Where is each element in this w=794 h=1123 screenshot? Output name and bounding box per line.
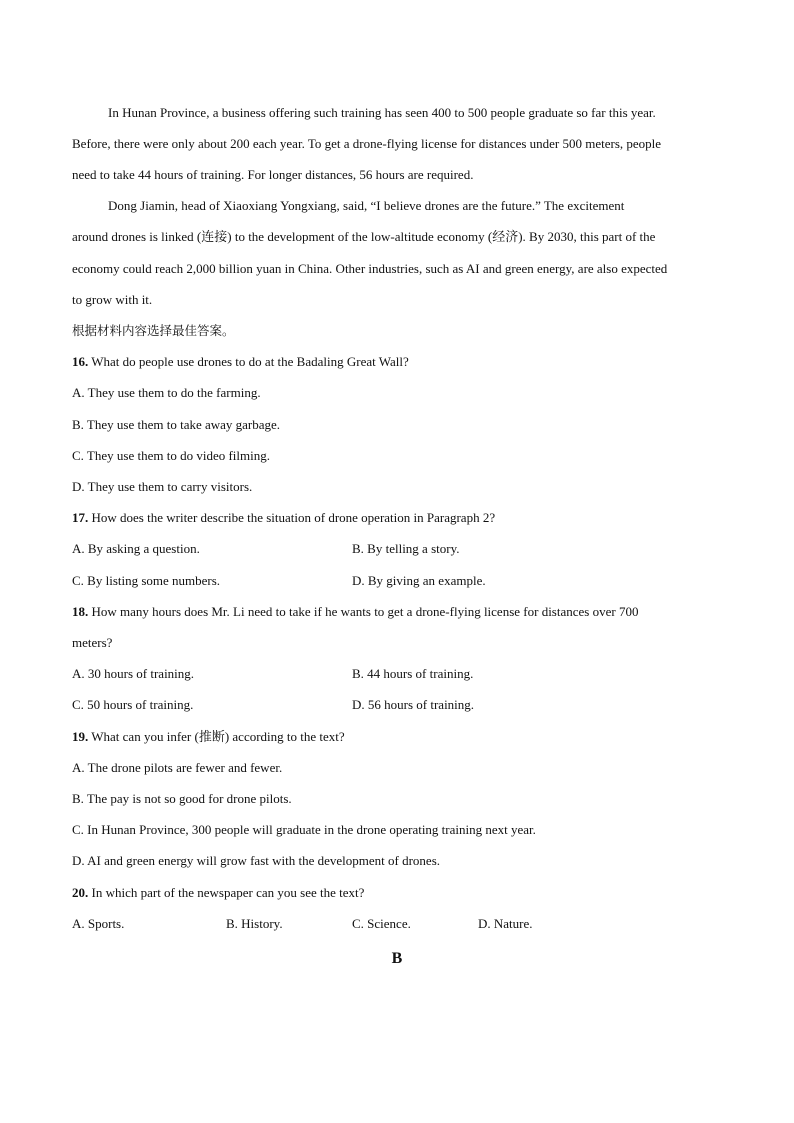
question-text: How many hours does Mr. Li need to take if he wants to get a drone-flying license for distances over 700 [88, 604, 639, 619]
question-20-option-a: A. Sports. [72, 916, 125, 931]
question-number: 18. [72, 604, 89, 619]
question-17-option-c: C. By listing some numbers. [72, 573, 221, 588]
passage-paragraph-2-line-2: around drones is linked (连接) to the development of the low-altitude economy (经济). By 2030, this part of the [72, 229, 656, 244]
question-number: 17. [72, 510, 89, 525]
question-19 [72, 728, 732, 746]
question-20 [72, 884, 732, 902]
question-18 [72, 603, 732, 621]
question-18-option-b: B. 44 hours of training. [352, 666, 474, 681]
question-number: 16. [72, 354, 89, 369]
question-text: How does the writer describe the situation of drone operation in Paragraph 2? [88, 510, 496, 525]
question-text: What do people use drones to do at the Badaling Great Wall? [88, 354, 409, 369]
question-number: 20. [72, 885, 89, 900]
question-19-option-d: D. AI and green energy will grow fast with the development of drones. [72, 853, 440, 868]
passage-paragraph-1-line-2: Before, there were only about 200 each year. To get a drone-flying license for distances under 500 meters, people [72, 136, 662, 151]
question-19-option-c: C. In Hunan Province, 300 people will graduate in the drone operating training next year. [72, 822, 536, 837]
question-20-option-c: C. Science. [352, 916, 411, 931]
question-16-option-b: B. They use them to take away garbage. [72, 417, 281, 432]
question-17-option-b: B. By telling a story. [352, 541, 460, 556]
question-16-option-c: C. They use them to do video filming. [72, 448, 270, 463]
passage-paragraph-1-line-1: In Hunan Province, a business offering such training has seen 400 to 500 people graduate so far this year. [108, 105, 656, 120]
question-19-option-a: A. The drone pilots are fewer and fewer. [72, 760, 283, 775]
question-16-option-a: A. They use them to do the farming. [72, 385, 261, 400]
question-text: In which part of the newspaper can you see the text? [88, 885, 365, 900]
instruction-text: 根据材料内容选择最佳答案。 [72, 323, 235, 338]
passage-paragraph-2-line-3: economy could reach 2,000 billion yuan in China. Other industries, such as AI and green energy, are also expected [72, 261, 668, 276]
question-number: 19. [72, 729, 89, 744]
question-18-continuation: meters? [72, 635, 113, 650]
passage-paragraph-2-line-4: to grow with it. [72, 292, 153, 307]
question-16-option-d: D. They use them to carry visitors. [72, 479, 253, 494]
question-17 [72, 509, 732, 527]
question-20-option-b: B. History. [226, 916, 283, 931]
question-18-option-d: D. 56 hours of training. [352, 697, 475, 712]
passage-paragraph-1-line-3: need to take 44 hours of training. For longer distances, 56 hours are required. [72, 167, 474, 182]
question-18-option-a: A. 30 hours of training. [72, 666, 195, 681]
passage-paragraph-2-line-1: Dong Jiamin, head of Xiaoxiang Yongxiang, said, “I believe drones are the future.” The excitement [108, 198, 625, 213]
section-heading: B [391, 950, 403, 967]
question-16 [72, 353, 732, 371]
question-20-option-d: D. Nature. [478, 916, 533, 931]
question-17-option-d: D. By giving an example. [352, 573, 486, 588]
question-text: What can you infer (推断) according to the text? [88, 729, 345, 744]
question-17-option-a: A. By asking a question. [72, 541, 200, 556]
question-18-option-c: C. 50 hours of training. [72, 697, 194, 712]
question-19-option-b: B. The pay is not so good for drone pilots. [72, 791, 292, 806]
